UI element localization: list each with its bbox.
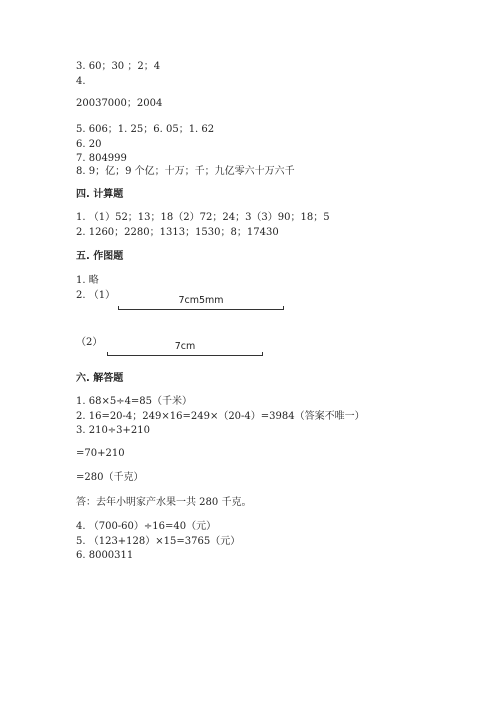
segment-length-label: 7cm5mm: [178, 295, 224, 306]
answer-7: 7. 804999: [76, 153, 127, 164]
drawing-answer-2-part-1: 2. （1）: [76, 290, 116, 301]
drawing-answer-1: 1. 略: [76, 275, 99, 286]
solution-4: 4. （700-60）÷16=40（元）: [76, 521, 217, 532]
solution-3-step-1: =70+210: [76, 448, 125, 459]
line-segment-7cm5mm: [118, 296, 284, 316]
drawing-answer-2-part-2: （2）: [76, 337, 103, 348]
segment-line: [107, 355, 263, 356]
segment-endpoint: [283, 306, 284, 310]
solution-5: 5. （123+128）×15=3765（元）: [76, 536, 241, 547]
answer-5: 5. 606；1. 25；6. 05；1. 62: [76, 124, 215, 135]
solution-3-answer: 答：去年小明家产水果一共 280 千克。: [76, 497, 252, 508]
segment-length-label: 7cm: [174, 341, 196, 352]
segment-line: [118, 309, 284, 310]
section-heading-solutions: 六. 解答题: [76, 373, 124, 384]
calc-answer-2: 2. 1260；2280；1313；1530；8；17430: [76, 227, 279, 238]
segment-endpoint: [107, 352, 108, 356]
solution-1: 1. 68×5÷4=85（千米）: [76, 396, 193, 407]
answer-3: 3. 60；30 ；2；4: [76, 61, 161, 72]
answer-8: 8. 9；亿；9 个亿；十万；千；九亿零六十万六千: [76, 166, 295, 177]
line-segment-7cm: [107, 342, 263, 362]
segment-endpoint: [262, 352, 263, 356]
segment-endpoint: [118, 306, 119, 310]
answer-4: 4.: [76, 76, 86, 87]
solution-2: 2. 16=20-4；249×16=249×（20-4）=3984（答案不唯一）: [76, 411, 365, 422]
solution-3-step-2: =280（千克）: [76, 472, 144, 483]
solution-6: 6. 8000311: [76, 550, 134, 561]
answer-4-content: 20037000；2004: [76, 98, 163, 109]
answer-6: 6. 20: [76, 139, 102, 150]
section-heading-calculation: 四. 计算题: [76, 189, 124, 200]
calc-answer-1: 1. （1）52；13；18（2）72；24；3（3）90；18；5: [76, 212, 330, 223]
section-heading-drawing: 五. 作图题: [76, 251, 124, 262]
solution-3: 3. 210÷3+210: [76, 425, 151, 436]
